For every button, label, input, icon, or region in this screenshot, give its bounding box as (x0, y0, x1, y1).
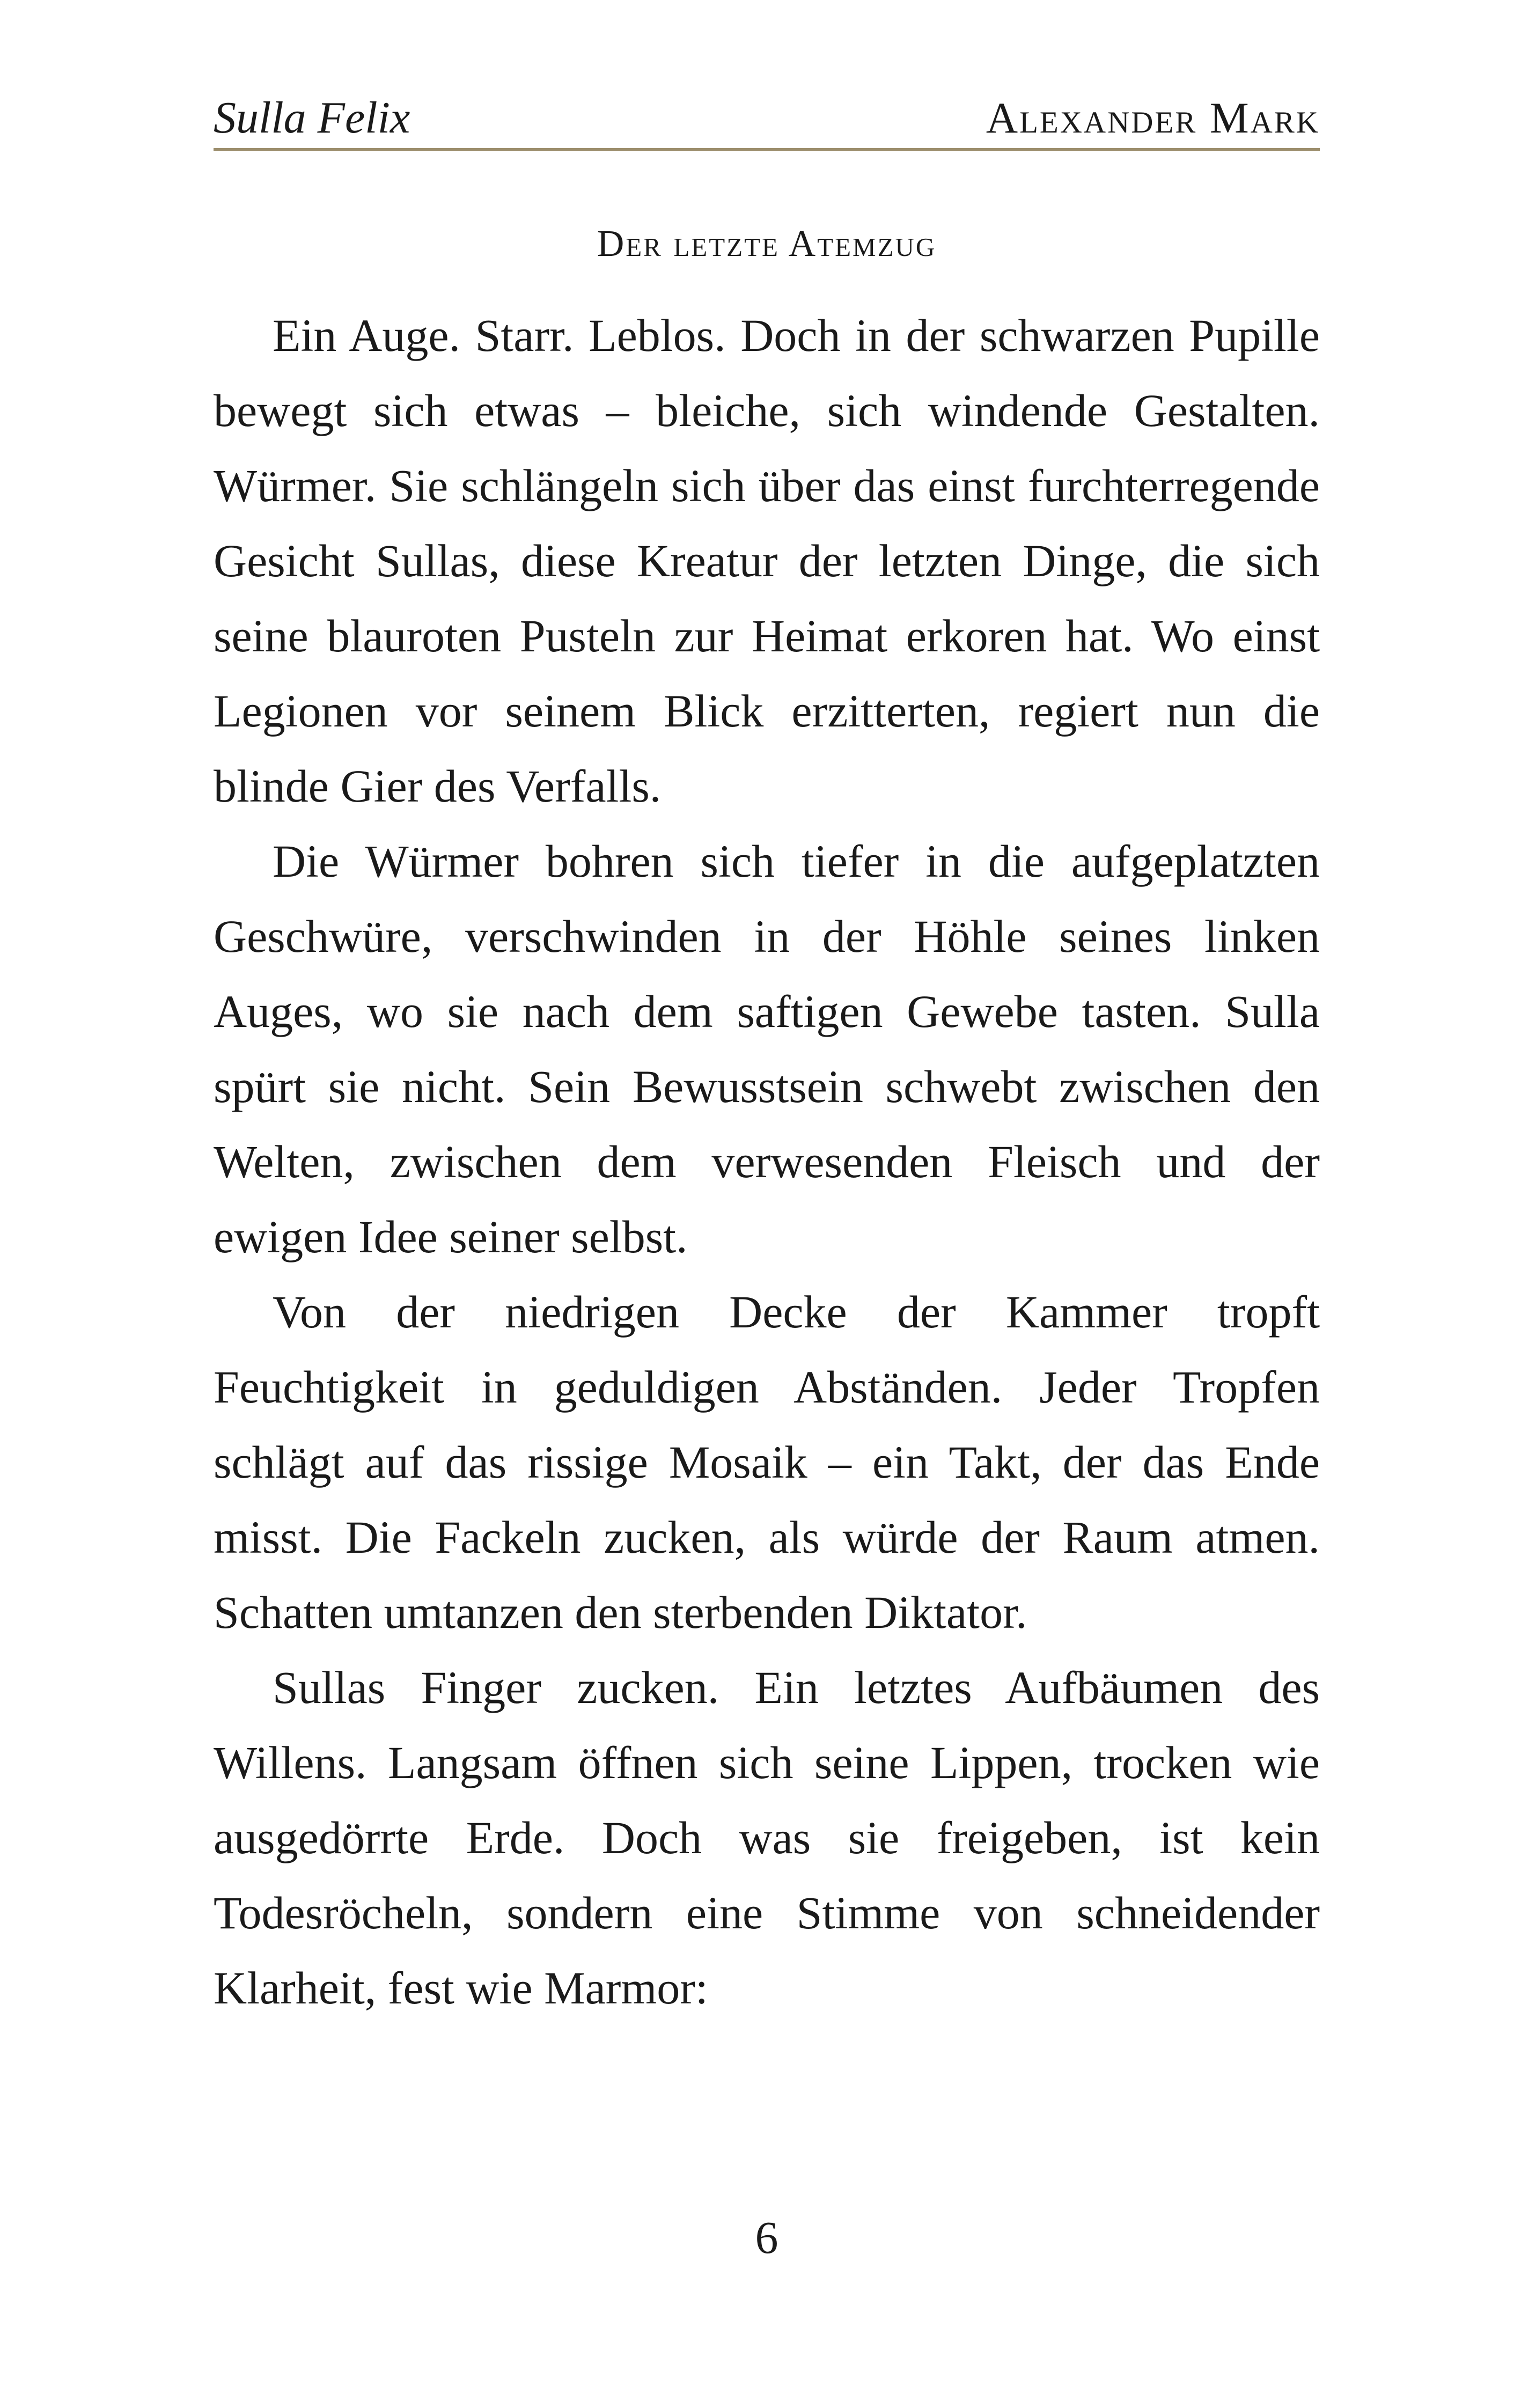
chapter-title: Der letzte Atemzug (597, 223, 937, 265)
running-header (214, 91, 1320, 156)
paragraph-2: Die Würmer bohren sich tiefer in die aufgeplatzten Geschwüre, verschwinden in der Höhle seines linken Auges, wo sie nach dem saftigen Gewebe tasten. Sulla spürt sie nicht. Sein Bewusstsein schwebt zwischen den Welten, zwischen dem verwesenden Fleisch und der ewigen Idee seiner selbst. (214, 835, 1320, 1262)
paragraph-4: Sullas Finger zucken. Ein letztes Aufbäumen des Willens. Langsam öffnen sich seine Lippen, trocken wie ausgedörrte Erde. Doch was sie freigeben, ist kein Todesröcheln, sondern eine Stimme von schneidender Klarheit, fest wie Marmor: (214, 1662, 1320, 2014)
body-text (214, 298, 1320, 2025)
page-number: 6 (755, 2212, 778, 2263)
paragraph-3: Von der niedrigen Decke der Kammer tropft Feuchtigkeit in geduldigen Abständen. Jeder Tropfen schlägt auf das rissige Mosaik – ein Takt, der das Ende misst. Die Fackeln zucken, als würde der Raum atmen. Schatten umtanzen den sterbenden Diktator. (214, 1286, 1320, 1638)
paragraph-1: Ein Auge. Starr. Leblos. Doch in der schwarzen Pupille bewegt sich etwas – bleiche, sich windende Gestalten. Würmer. Sie schlängeln sich über das einst furchterregende Gesicht Sullas, diese Kreatur der letzten Dinge, die sich seine blauroten Pusteln zur Heimat erkoren hat. Wo einst Legionen vor seinem Blick erzitterten, regiert nun die blinde Gier des Verfalls. (214, 310, 1320, 812)
header-rule (214, 148, 1320, 151)
book-title-header: Sulla Felix (214, 93, 410, 143)
author-name-header: Alexander Mark (986, 93, 1320, 142)
